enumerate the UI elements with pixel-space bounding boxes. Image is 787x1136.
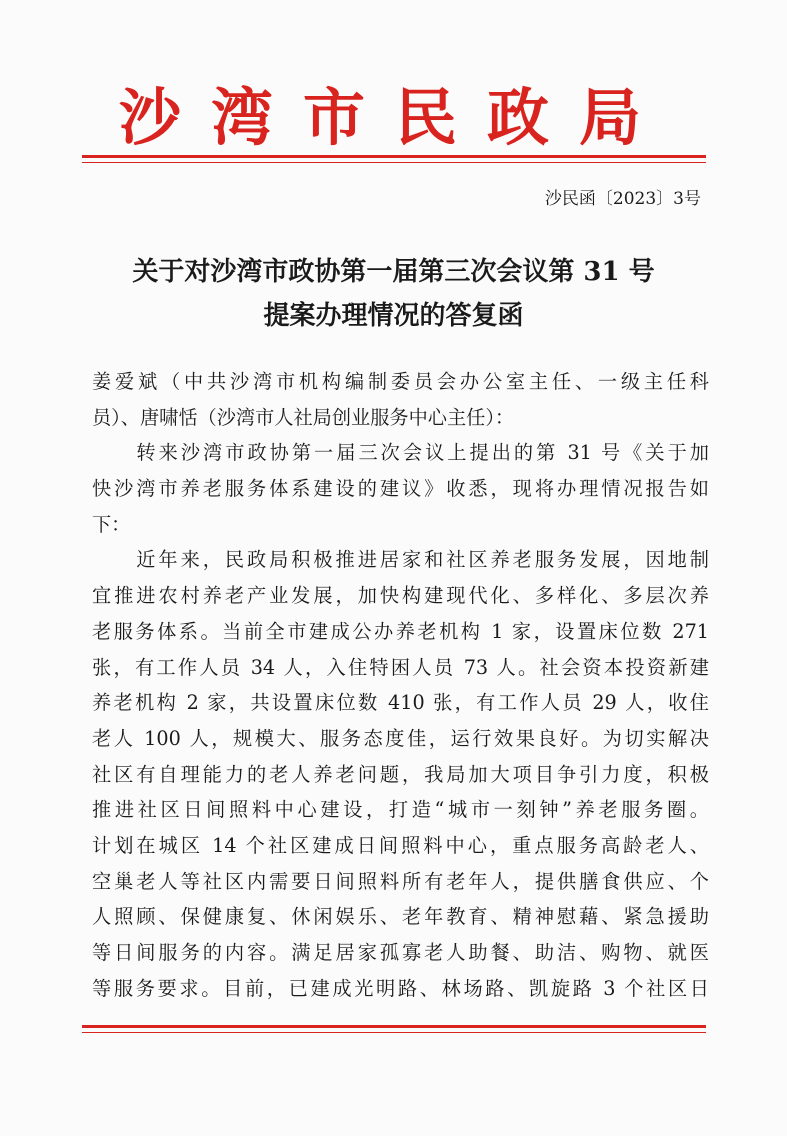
body-line: 下： xyxy=(92,512,131,536)
body-line: 近年来，民政局积极推进居家和社区养老服务发展，因地制 xyxy=(92,548,709,572)
body-line: 快沙湾市养老服务体系建设的建议》收悉，现将办理情况报告如 xyxy=(92,477,709,501)
body-line: 员）、唐啸恬（沙湾市人社局创业服务中心主任）： xyxy=(92,405,515,429)
body-line: 张，有工作人员 34 人，入住特困人员 73 人。社会资本投资新建 xyxy=(92,655,709,679)
document-title xyxy=(80,250,707,338)
body-line: 转来沙湾市政协第一届三次会议上提出的第 31 号《关于加 xyxy=(92,441,709,465)
body-line: 姜爱斌（中共沙湾市机构编制委员会办公室主任、一级主任科 xyxy=(92,370,709,393)
body-line: 人照顾、保健康复、休闲娱乐、老年教育、精神慰藉、紧急援助 xyxy=(92,905,709,929)
document-body xyxy=(92,364,709,1006)
agency-letterhead-title: 沙湾市民政局 xyxy=(118,81,671,154)
body-line: 老服务体系。当前全市建成公办养老机构 1 家，设置床位数 271 xyxy=(92,619,709,643)
body-line: 老人 100 人，规模大、服务态度佳，运行效果良好。为切实解决 xyxy=(92,726,709,750)
letterhead-rule-thin xyxy=(82,162,706,163)
body-line: 养老机构 2 家，共设置床位数 410 张，有工作人员 29 人，收住 xyxy=(92,691,709,715)
body-line: 社区有自理能力的老人养老问题，我局加大项目争引力度，积极 xyxy=(92,762,709,786)
body-line: 空巢老人等社区内需要日间照料所有老年人，提供膳食供应、个 xyxy=(92,869,709,893)
body-line: 推进社区日间照料中心建设，打造“城市一刻钟”养老服务圈。 xyxy=(92,798,709,822)
footer-rule-thin xyxy=(82,1032,706,1033)
body-line: 宜推进农村养老产业发展，加快构建现代化、多样化、多层次养 xyxy=(92,584,709,608)
document-title-line-2: 提案办理情况的答复函 xyxy=(263,301,524,331)
body-line: 计划在城区 14 个社区建成日间照料中心，重点服务高龄老人、 xyxy=(92,833,709,857)
body-line: 等日间服务的内容。满足居家孤寡老人助餐、助洁、购物、就医 xyxy=(92,941,709,964)
document-number: 沙民函〔2023〕3号 xyxy=(544,189,701,209)
letterhead-rule-thick xyxy=(82,155,706,158)
document-title-line-1: 关于对沙湾市政协第一届第三次会议第 31 号 xyxy=(132,257,655,287)
body-line: 等服务要求。目前，已建成光明路、林场路、凯旋路 3 个社区日 xyxy=(92,976,709,1000)
footer-rule-thick xyxy=(82,1025,706,1028)
